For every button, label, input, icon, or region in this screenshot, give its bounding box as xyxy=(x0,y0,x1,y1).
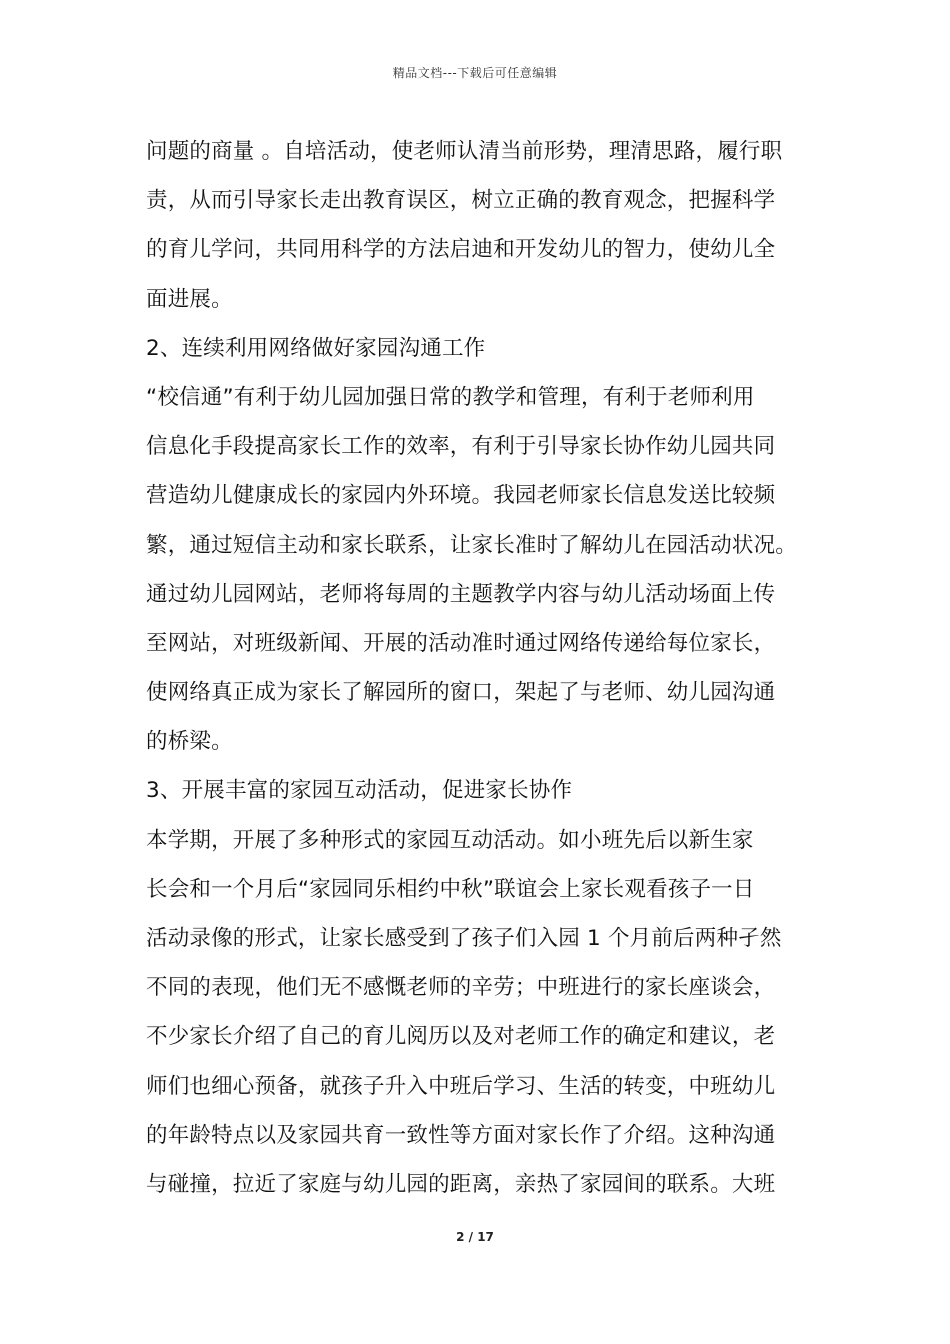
text-line: 繁，通过短信主动和家长联系，让家长准时了解幼儿在园活动状况。 xyxy=(146,532,798,558)
text-line: 责，从而引导家长走出教育误区，树立正确的教育观念，把握科学 xyxy=(146,188,776,214)
text-line: 问题的商量 。自培活动，使老师认清当前形势，理清思路，履行职 xyxy=(146,139,783,164)
page-footer xyxy=(0,1230,950,1244)
text-line: 不同的表现，他们无不感慨老师的辛劳；中班进行的家长座谈会， xyxy=(146,975,776,1001)
body-text xyxy=(146,127,846,1209)
text-line: 面进展。 xyxy=(146,286,233,312)
text-line: 使网络真正成为家长了解园所的窗口，架起了与老师、幼儿园沟通 xyxy=(146,680,776,706)
header-text: 精品文档---下载后可任意编辑 xyxy=(392,66,558,80)
text-line: 师们也细心预备，就孩子升入中班后学习、生活的转变，中班幼儿 xyxy=(146,1073,776,1099)
text-line: 营造幼儿健康成长的家园内外环境。我园老师家长信息发送比较频 xyxy=(146,483,776,509)
section-heading: 2、连续利用网络做好家园沟通工作 xyxy=(146,335,486,361)
text-line: 活动录像的形式，让家长感受到了孩子们入园 1 个月前后两种孑然 xyxy=(146,926,782,951)
text-line: 长会和一个月后“家园同乐相约中秋”联谊会上家长观看孩子一日 xyxy=(146,876,755,902)
page-number-separator: / xyxy=(464,1230,478,1244)
text-line: 信息化手段提高家长工作的效率，有利于引导家长协作幼儿园共同 xyxy=(146,434,776,460)
section-heading: 3、开展丰富的家园互动活动，促进家长协作 xyxy=(146,778,573,804)
page-header xyxy=(0,64,950,81)
text-line: 至网站，对班级新闻、开展的活动准时通过网络传递给每位家长， xyxy=(146,630,776,656)
text-line: 与碰撞，拉近了家庭与幼儿园的距离，亲热了家园间的联系。大班 xyxy=(146,1171,776,1197)
text-line: 的年龄特点以及家园共育一致性等方面对家长作了介绍。这种沟通 xyxy=(146,1122,776,1148)
page-number-total: 17 xyxy=(477,1230,494,1244)
page-number-current: 2 xyxy=(456,1230,465,1244)
text-line: 本学期，开展了多种形式的家园互动活动。如小班先后以新生家 xyxy=(146,827,754,853)
text-line: 的育儿学问，共同用科学的方法启迪和开发幼儿的智力，使幼儿全 xyxy=(146,237,776,263)
text-line: 通过幼儿园网站，老师将每周的主题教学内容与幼儿活动场面上传 xyxy=(146,581,776,607)
text-line: “校信通”有利于幼儿园加强日常的教学和管理，有利于老师利用 xyxy=(146,384,755,410)
text-line: 不少家长介绍了自己的育儿阅历以及对老师工作的确定和建议，老 xyxy=(146,1024,776,1050)
text-line: 的桥梁。 xyxy=(146,729,233,755)
